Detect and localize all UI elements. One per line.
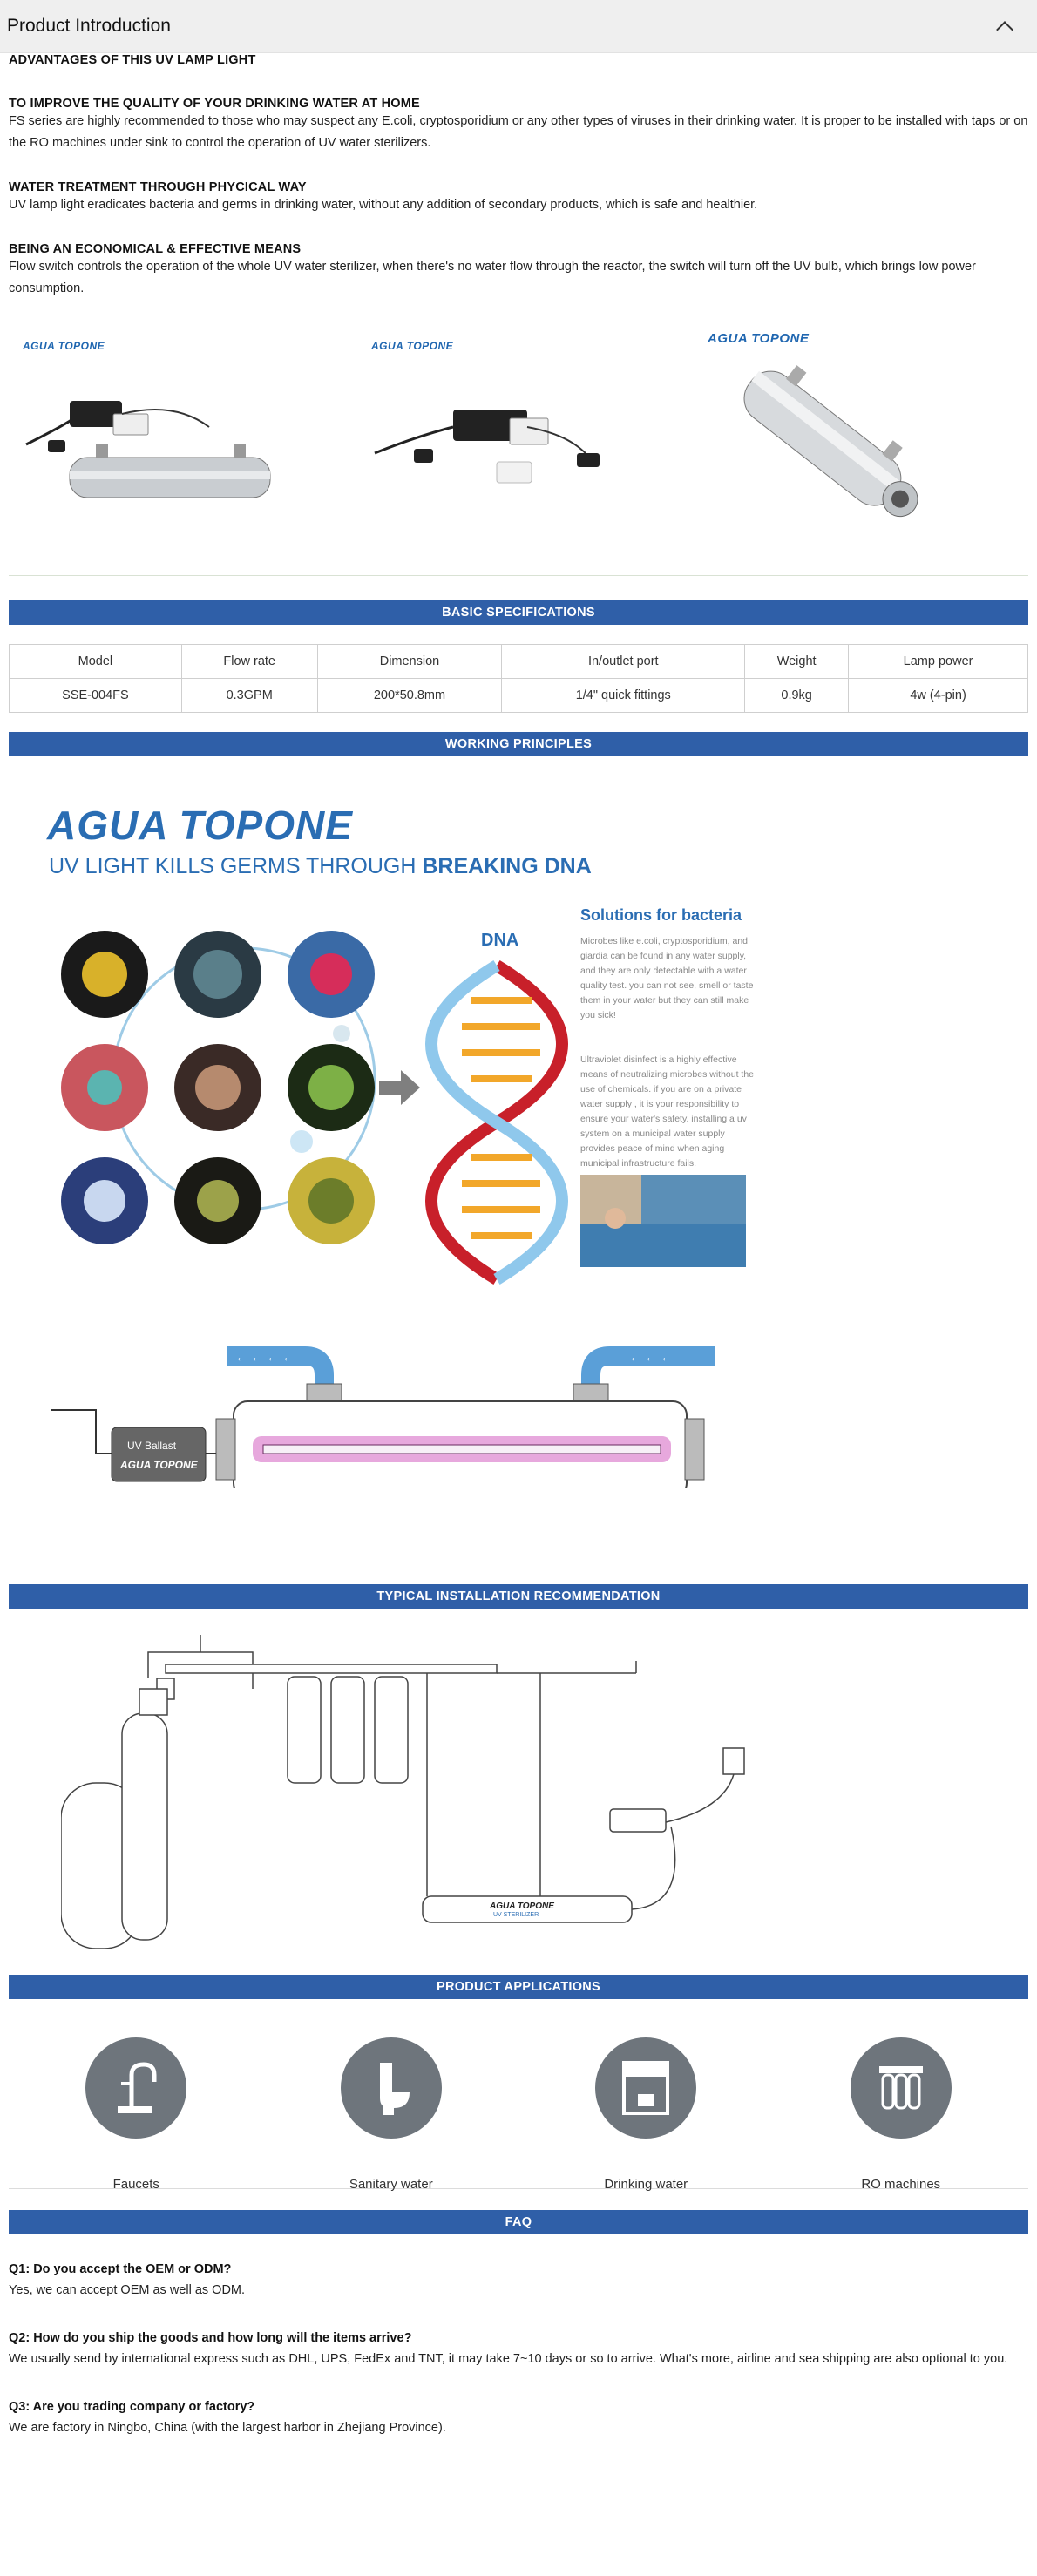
specs-banner: BASIC SPECIFICATIONS: [9, 600, 1028, 625]
application-label: Drinking water: [604, 2177, 688, 2192]
faq-question: Q3: Are you trading company or factory?: [9, 2400, 255, 2414]
intro-item-body: FS series are highly recommended to those who may suspect any E.coli, cryptosporidium or any other types of viruses in their drinking water. It is proper to be installed with taps or on the RO machines under sink to control the operation of UV water sterilizers.: [9, 114, 1028, 150]
toilet-icon: [341, 2037, 442, 2139]
principles-brand: AGUA TOPONE: [47, 803, 353, 848]
table-header-cell: Dimension: [317, 645, 502, 679]
solutions-title: Solutions for bacteria: [580, 906, 742, 924]
application-item: [23, 2037, 249, 2192]
table-cell: 200*50.8mm: [317, 679, 502, 713]
intro-item-body: Flow switch controls the operation of the whole UV water sterilizer, when there's no water flow through the reactor, the switch will turn off the UV bulb, which brings low power consumption.: [9, 260, 976, 295]
table-header-cell: Flow rate: [181, 645, 317, 679]
chevron-up-icon[interactable]: [996, 21, 1013, 38]
advantages-heading: ADVANTAGES OF THIS UV LAMP LIGHT: [9, 53, 256, 67]
applications-row: [9, 1999, 1028, 2192]
specs-table: [9, 644, 1028, 713]
intro-item: [9, 97, 1028, 154]
ballast-label: UV Ballast: [127, 1440, 177, 1452]
faq-list: [9, 2259, 1028, 2439]
intro-item-heading: BEING AN ECONOMICAL & EFFECTIVE MEANS: [9, 242, 302, 256]
install-illustration: [9, 1609, 1028, 1975]
faq-answer: Yes, we can accept OEM as well as ODM.: [9, 2283, 246, 2297]
intro-item-body: UV lamp light eradicates bacteria and germs in drinking water, without any addition of secondary products, which is safe and healthier.: [9, 198, 758, 212]
table-header-row: [10, 645, 1028, 679]
table-cell: 1/4" quick fittings: [502, 679, 745, 713]
intro-item: [9, 242, 1028, 300]
faq-question: Q1: Do you accept the OEM or ODM?: [9, 2262, 232, 2276]
svg-text:← ← ←: ← ← ←: [629, 1350, 673, 1364]
solutions-paragraph: Microbes like e.coli, cryptosporidium, and giardia can be found in any water supply, and they are only detectable with a water quality test. you can not see, smell or taste them in your water but they can still make you sick!: [580, 936, 754, 1020]
ballast-brand: AGUA TOPONE: [120, 1459, 198, 1471]
product-image: [706, 331, 1028, 558]
faq-answer: We usually send by international express such as DHL, UPS, FedEx and TNT, it may take 7~10 days or so to arrive. What's more, airline and sea shipping are also optional to you.: [9, 2352, 1008, 2366]
dna-label: DNA: [481, 931, 519, 950]
faq-item: [9, 2328, 1028, 2370]
product-image: [357, 331, 680, 558]
brand-logo: AGUA TOPONE: [371, 340, 454, 352]
faq-item: [9, 2396, 1028, 2439]
faq-question: Q2: How do you ship the goods and how long will the items arrive?: [9, 2331, 412, 2345]
applications-banner: PRODUCT APPLICATIONS: [9, 1975, 1028, 1999]
application-label: RO machines: [861, 2177, 941, 2192]
tagline-bold: BREAKING DNA: [422, 854, 592, 878]
coffee-machine-icon: [595, 2037, 696, 2139]
table-header-cell: Weight: [745, 645, 849, 679]
install-banner: TYPICAL INSTALLATION RECOMMENDATION: [9, 1584, 1028, 1609]
installation-diagram: [61, 1635, 758, 1957]
table-header-cell: In/outlet port: [502, 645, 745, 679]
page-title: Product Introduction: [7, 16, 171, 36]
dna-helix: [418, 957, 575, 1305]
faq-item: [9, 2259, 1028, 2301]
intro-section: [9, 53, 1028, 300]
table-header-cell: Model: [10, 645, 182, 679]
table-cell: SSE-004FS: [10, 679, 182, 713]
product-images-row: [9, 331, 1028, 576]
application-item: [788, 2037, 1014, 2192]
table-cell: 0.3GPM: [181, 679, 317, 713]
application-item: [532, 2037, 759, 2192]
application-label: Sanitary water: [349, 2177, 433, 2192]
table-cell: 4w (4-pin): [849, 679, 1028, 713]
intro-item: [9, 180, 1028, 216]
tagline-light: UV LIGHT KILLS GERMS THROUGH: [49, 854, 423, 878]
principles-illustration: [9, 756, 1028, 1584]
faq-banner: FAQ: [9, 2210, 1028, 2234]
table-cell: 0.9kg: [745, 679, 849, 713]
faucet-icon: [85, 2037, 186, 2139]
intro-item-heading: TO IMPROVE THE QUALITY OF YOUR DRINKING WATER AT HOME: [9, 97, 420, 111]
table-header-cell: Lamp power: [849, 645, 1028, 679]
microbe-circles: [44, 905, 444, 1271]
table-row: [10, 679, 1028, 713]
principles-tagline: [49, 854, 592, 879]
brand-logo: AGUA TOPONE: [708, 331, 810, 346]
ro-filter-icon: [851, 2037, 952, 2139]
application-item: [278, 2037, 505, 2192]
principles-banner: WORKING PRINCIPLES: [9, 732, 1028, 756]
intro-item-heading: WATER TREATMENT THROUGH PHYCICAL WAY: [9, 180, 307, 194]
brand-logo: AGUA TOPONE: [23, 340, 105, 352]
pool-photo: [580, 1175, 746, 1267]
product-introduction-header[interactable]: [0, 0, 1037, 53]
faq-answer: We are factory in Ningbo, China (with the largest harbor in Zhejiang Province).: [9, 2421, 446, 2435]
svg-text:← ← ← ←: ← ← ← ←: [235, 1350, 295, 1364]
install-unit-brand: AGUA TOPONE: [490, 1901, 554, 1911]
product-image: [9, 331, 331, 558]
application-label: Faucets: [112, 2177, 159, 2192]
solutions-paragraph: Ultraviolet disinfect is a highly effective means of neutralizing microbes without the use of chemicals. if you are on a private water supply , it is your responsibility to ensure your water's safety. installing a uv system on a municipal water supply provides peace of mind when aging municipal infrastructure fails.: [580, 1054, 755, 1169]
install-unit-sub: UV STERILIZER: [493, 1912, 539, 1918]
